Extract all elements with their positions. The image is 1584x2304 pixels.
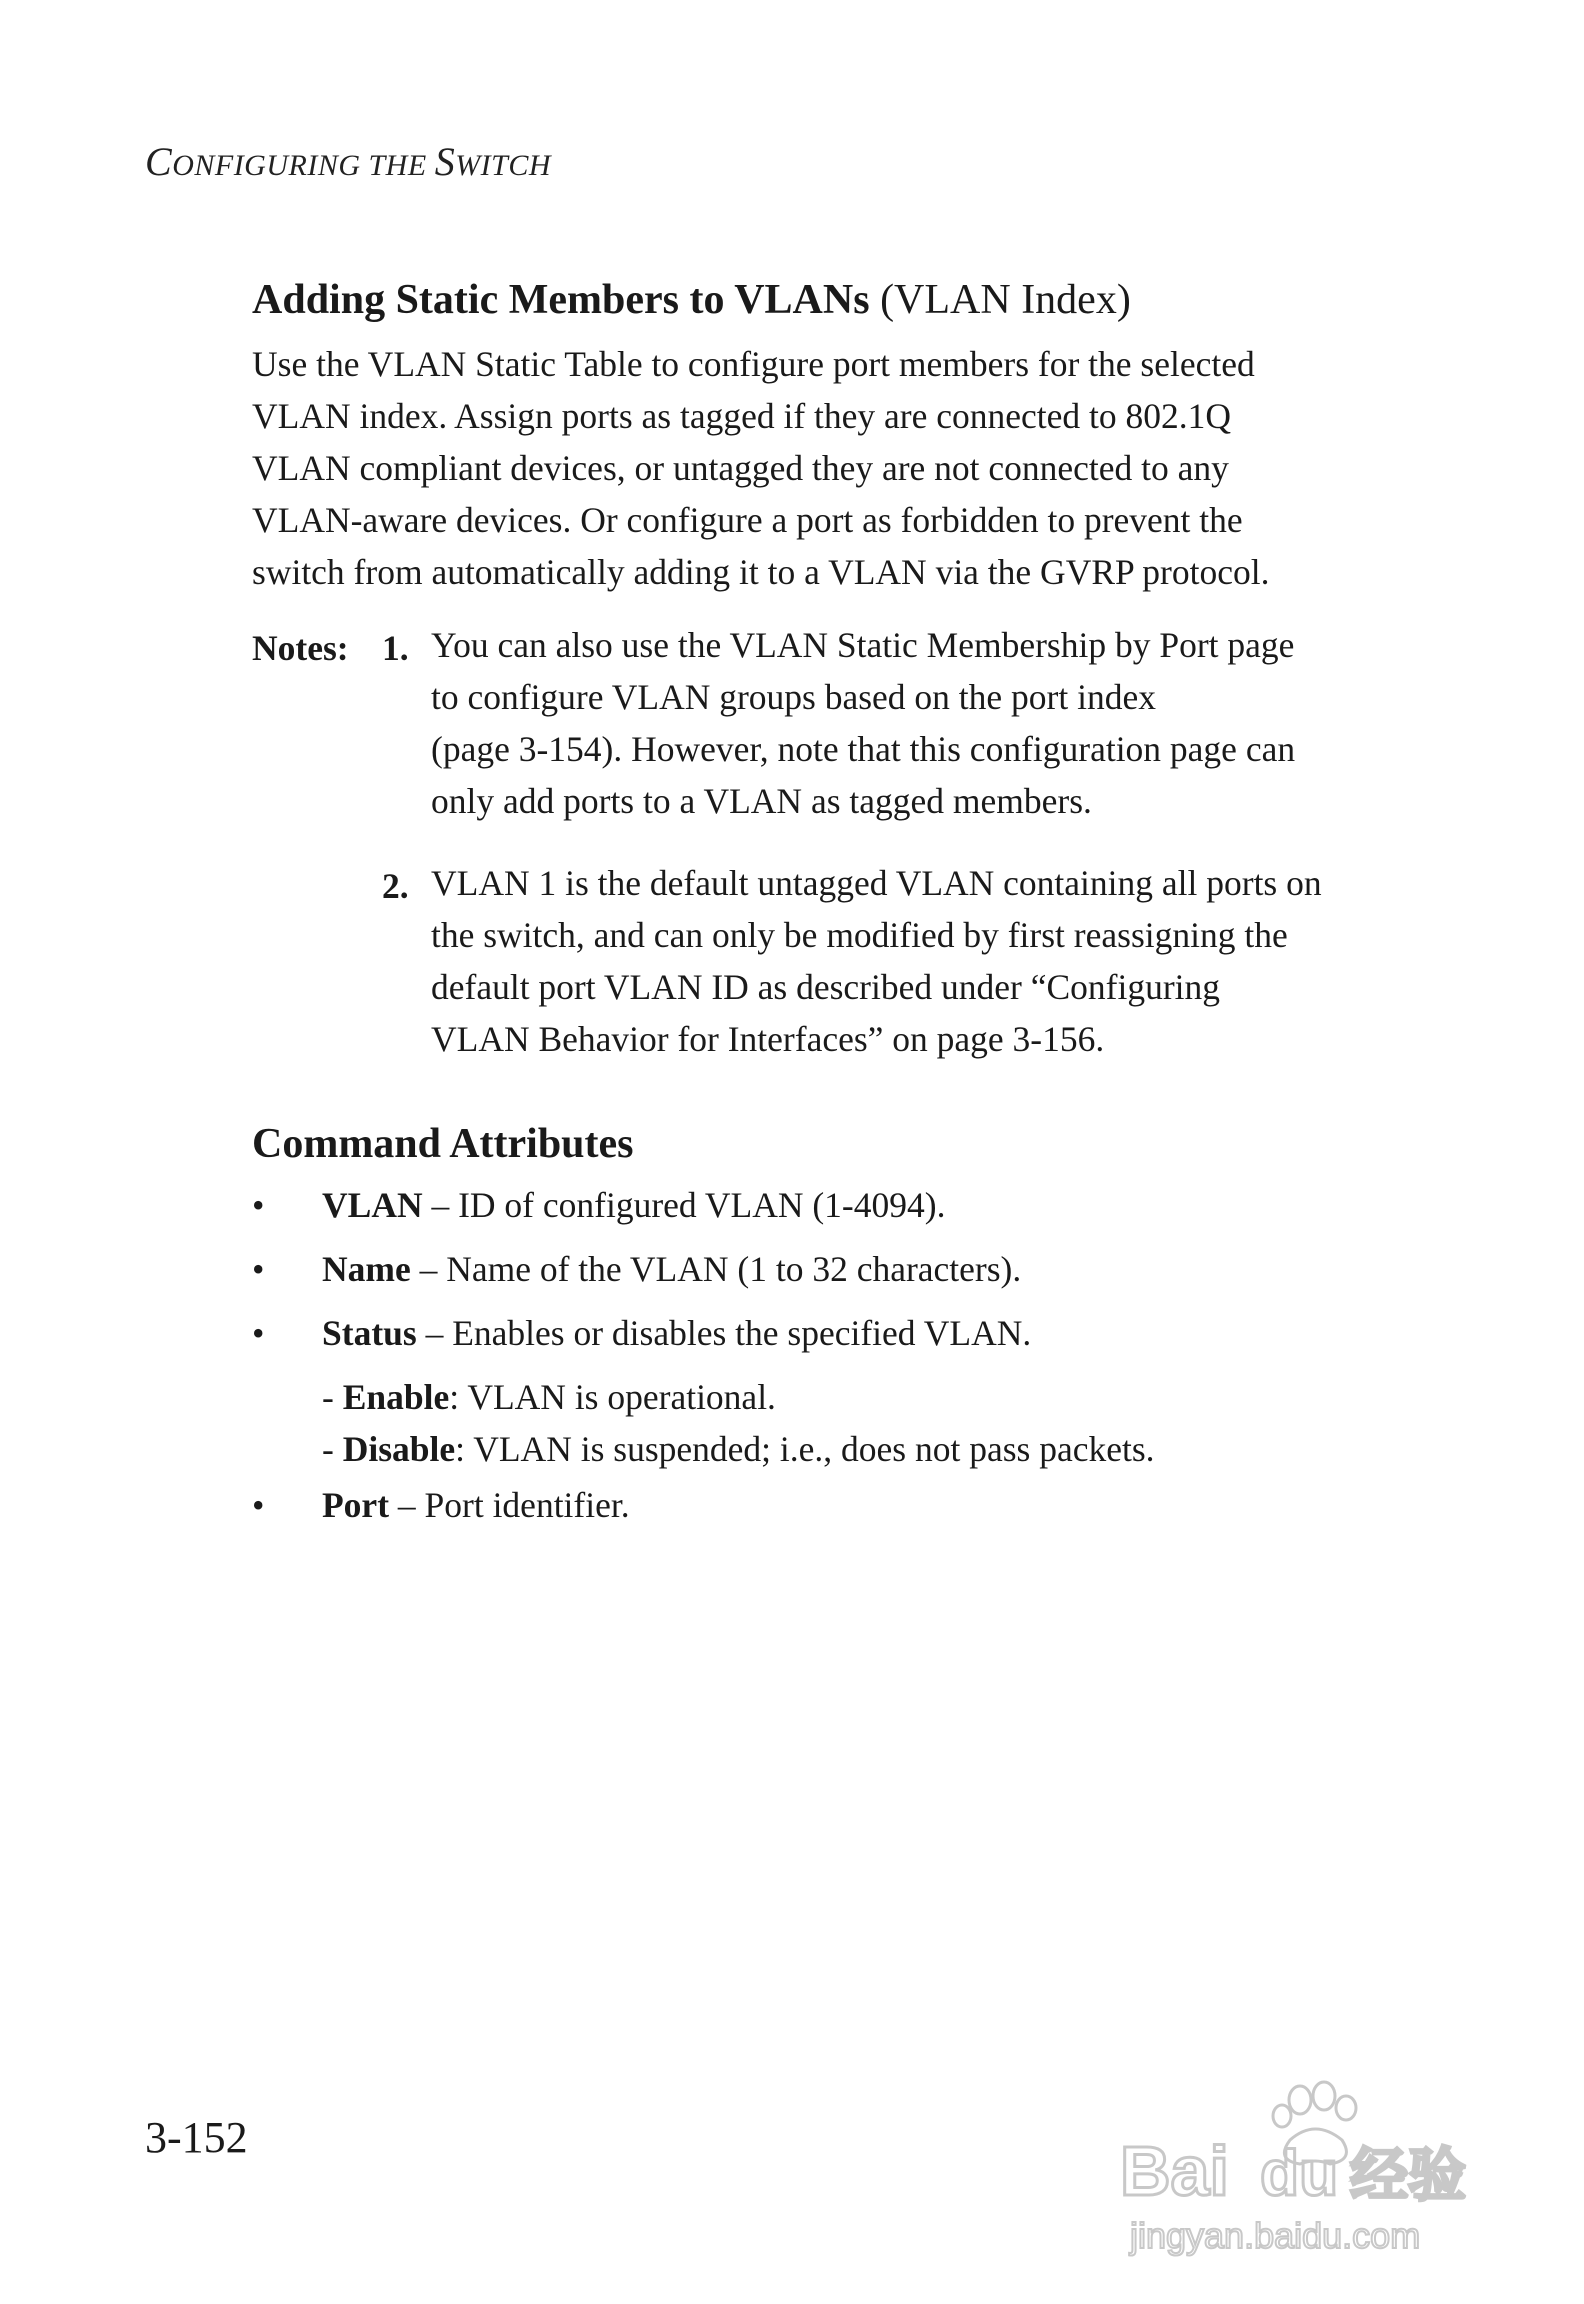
svg-text:jingyan.baidu.com: jingyan.baidu.com — [1130, 2215, 1421, 2256]
status-option: - Enable: VLAN is operational. — [322, 1377, 776, 1417]
note-line: You can also use the VLAN Static Membership by Port page — [431, 625, 1295, 665]
page-number: 3-152 — [145, 2113, 248, 2162]
svg-text:经验: 经验 — [1350, 2141, 1467, 2209]
svg-text:Bai: Bai — [1120, 2132, 1229, 2210]
status-option: - Disable: VLAN is suspended; i.e., does not pass packets. — [322, 1429, 1155, 1469]
note-line: the switch, and can only be modified by first reassigning the — [431, 915, 1288, 955]
baidu-watermark-logo — [1110, 2060, 1490, 2260]
note-text — [431, 857, 1416, 1065]
intro-line: VLAN index. Assign ports as tagged if they are connected to 802.1Q — [252, 396, 1231, 436]
section-title — [252, 276, 1131, 324]
notes-label: Notes: — [252, 628, 349, 668]
running-head: CONFIGURING THE SWITCH — [145, 139, 552, 184]
bullet-icon: • — [252, 1249, 265, 1289]
note-line: (page 3-154). However, note that this configuration page can — [431, 729, 1296, 769]
attribute-item: VLAN – ID of configured VLAN (1-4094). — [322, 1185, 946, 1225]
command-attributes-title: Command Attributes — [252, 1121, 634, 1167]
bullet-icon: • — [252, 1485, 265, 1525]
note-line: VLAN 1 is the default untagged VLAN containing all ports on — [431, 863, 1322, 903]
intro-line: VLAN compliant devices, or untagged they are not connected to any — [252, 448, 1229, 488]
svg-text:du: du — [1260, 2137, 1339, 2209]
note-line: only add ports to a VLAN as tagged members. — [431, 781, 1092, 821]
attribute-item: Status – Enables or disables the specified VLAN. — [322, 1313, 1032, 1353]
intro-paragraph — [252, 338, 1412, 598]
note-line: to configure VLAN groups based on the port index — [431, 677, 1156, 717]
note-line: VLAN Behavior for Interfaces” on page 3-156. — [431, 1019, 1105, 1059]
intro-line: VLAN-aware devices. Or configure a port as forbidden to prevent the — [252, 500, 1243, 540]
section-title-paren: (VLAN Index) — [880, 277, 1131, 323]
note-text — [431, 619, 1416, 827]
attribute-item: Port – Port identifier. — [322, 1485, 630, 1525]
note-number: 1. — [382, 628, 409, 668]
intro-line: switch from automatically adding it to a VLAN via the GVRP protocol. — [252, 552, 1270, 592]
bullet-icon: • — [252, 1185, 265, 1225]
note-line: default port VLAN ID as described under “Configuring — [431, 967, 1221, 1007]
bullet-icon: • — [252, 1313, 265, 1353]
section-title-bold: Adding Static Members to VLANs — [252, 277, 870, 323]
attribute-item: Name – Name of the VLAN (1 to 32 characters). — [322, 1249, 1022, 1289]
note-number: 2. — [382, 866, 409, 906]
intro-line: Use the VLAN Static Table to configure port members for the selected — [252, 344, 1255, 384]
